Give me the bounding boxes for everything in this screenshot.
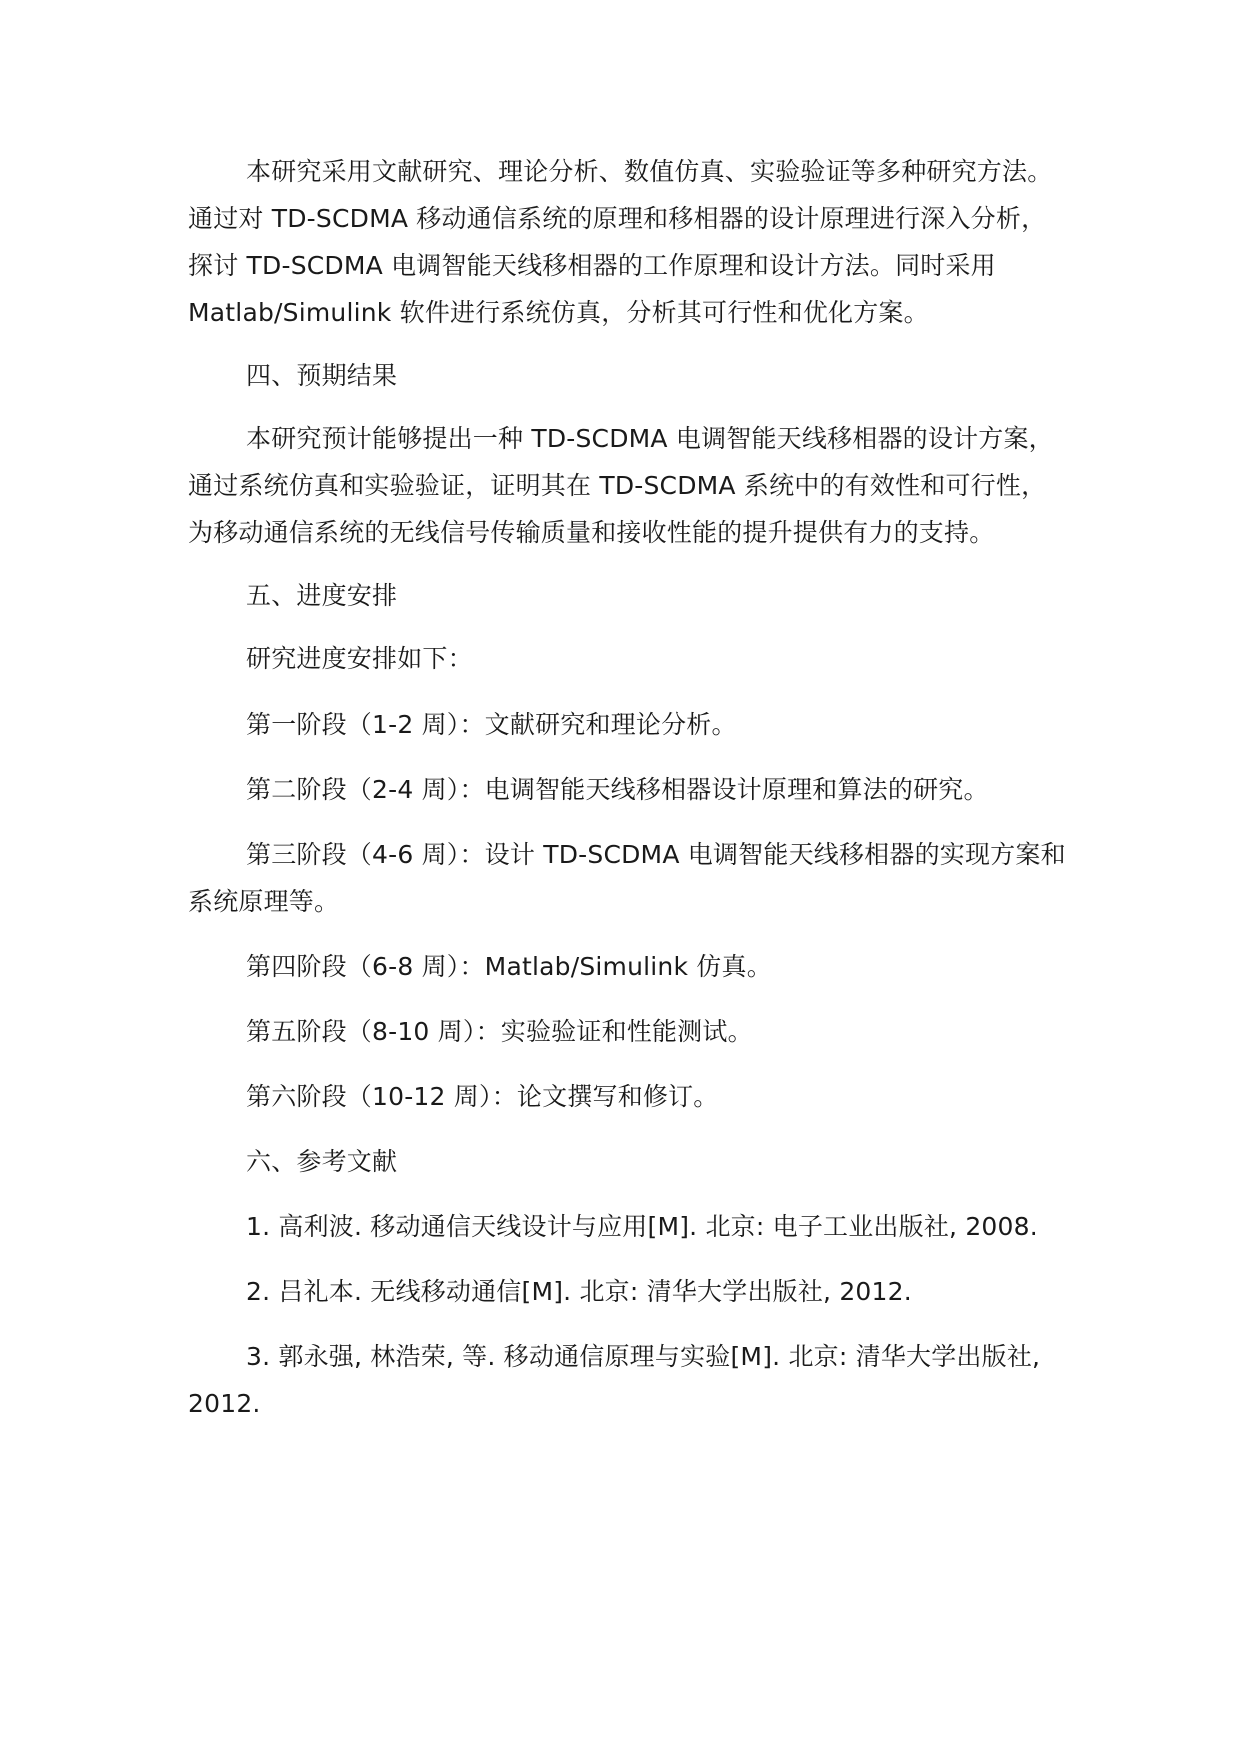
heading-expected-results: 四、预期结果 xyxy=(246,361,398,390)
schedule-stage-3: 第三阶段（4-6 周）：设计 TD-SCDMA 电调智能天线移相器的实现方案和系统原理等。 xyxy=(188,840,1066,916)
reference-1: 1. 高利波. 移动通信天线设计与应用[M]. 北京: 电子工业出版社, 2008. xyxy=(246,1212,1038,1241)
schedule-intro: 研究进度安排如下： xyxy=(246,644,473,673)
schedule-stage-1: 第一阶段（1-2 周）：文献研究和理论分析。 xyxy=(246,710,737,739)
schedule-stage-2: 第二阶段（2-4 周）：电调智能天线移相器设计原理和算法的研究。 xyxy=(246,775,989,804)
expected-results-paragraph: 本研究预计能够提出一种 TD-SCDMA 电调智能天线移相器的设计方案，通过系统仿真和实验验证，证明其在 TD-SCDMA 系统中的有效性和可行性，为移动通信系统的无线信号传输质量和接收性能的提升提供有力的支持。 xyxy=(188,424,1054,547)
schedule-stage-5: 第五阶段（8-10 周）：实验验证和性能测试。 xyxy=(246,1017,753,1046)
reference-2: 2. 吕礼本. 无线移动通信[M]. 北京: 清华大学出版社, 2012. xyxy=(246,1277,912,1306)
method-paragraph: 本研究采用文献研究、理论分析、数值仿真、实验验证等多种研究方法。通过对 TD-SCDMA 移动通信系统的原理和移相器的设计原理进行深入分析，探讨 TD-SCDMA 电调智能天线移相器的工作原理和设计方法。同时采用 Matlab/Simulink 软件进行系统仿真，分析其可行性和优化方案。 xyxy=(188,157,1053,327)
reference-3: 3. 郭永强, 林浩荣, 等. 移动通信原理与实验[M]. 北京: 清华大学出版社, 2012. xyxy=(188,1342,1041,1418)
schedule-stage-4: 第四阶段（6-8 周）：Matlab/Simulink 仿真。 xyxy=(246,952,772,981)
schedule-stage-6: 第六阶段（10-12 周）：论文撰写和修订。 xyxy=(246,1082,719,1111)
heading-schedule: 五、进度安排 xyxy=(246,581,398,610)
document-page xyxy=(188,148,1068,1427)
heading-references: 六、参考文献 xyxy=(246,1147,398,1176)
